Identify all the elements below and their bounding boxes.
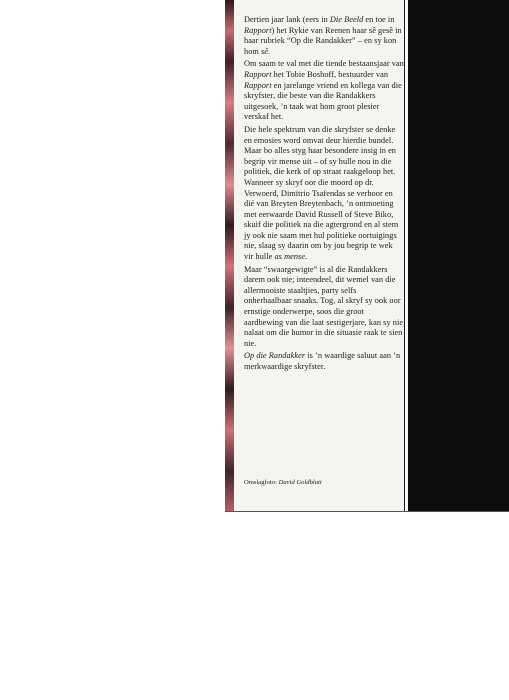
paragraph-text: het Tobie Boshoff, bestuurder van <box>271 69 389 79</box>
blurb-text <box>244 15 404 375</box>
jacket-edge-strip <box>225 0 234 512</box>
blurb-paragraph <box>244 59 404 123</box>
credit-label: Omslagfoto: <box>244 479 279 486</box>
paragraph-text: Om saam te val met die tiende bestaansjaar van <box>244 59 404 69</box>
paragraph-text: en jarelange vriend en kollega van die skryfster, die beste van die Randakkers uitgesoek, ’n taak wat hom groot plesier verskaf het. <box>244 80 402 122</box>
paragraph-text: Die hele spektrum van die skryfster se denke en emosies word omvat deur hierdie bundel. Maar bo alles styg haar besondere insig in en begrip vir mense uit – of sy hulle nou in die politiek, die kerk of op straat raakgeloop het. Wanneer sy skryf oor die moord op dr. Verwoerd, Dimitrio Tsafendas se verhoor en dié van Breyten Breytenbach, ’n ontmoeting met eerwaarde David Russell of Steve Biko, skuif die politiek na die agtergrond en al stem jy ook nie saam met hul politieke oortuigings nie, slaag sy daarin om by jou begrip te wek vir hulle <box>244 124 399 262</box>
italic-text: sê <box>261 46 269 56</box>
paragraph-text: is ’n waardige saluut aan ’n merkwaardige skryfster. <box>244 351 401 371</box>
paragraph-text: Maar “swaargewigte” is al die Randakkers darem ook nie; inteendeel, dit wemel van die allermooiste staaltjies, party selfs onherhaalbaar snaaks. Tog, al skryf sy ook oor ernstige onderwerpe, soos die groot aardbewing van die laat sestigerjare, kan sy nie nalaat om die humor in die situasie raak te sien nie. <box>244 264 404 348</box>
italic-text: as mense <box>274 252 306 262</box>
jacket-flap <box>408 0 509 512</box>
credit-name: David Goldblatt <box>278 479 322 486</box>
paragraph-text: Dertien jaar lank (eers in <box>244 15 330 24</box>
paragraph-text: . <box>268 46 271 56</box>
blurb-paragraph <box>244 125 404 263</box>
italic-text: Op die Randakker <box>244 351 306 361</box>
italic-text: Rapport <box>244 69 272 79</box>
jacket-bottom-edge <box>225 511 509 512</box>
blurb-paragraph <box>244 265 404 350</box>
paragraph-text: en toe in <box>363 15 395 24</box>
blurb-paragraph <box>244 351 404 372</box>
italic-text: Die Beeld <box>329 15 364 24</box>
paragraph-text: ) het Rykie van Reenen haar sê gesê in haar rubriek “Op die Randakker” – en sy kon hom <box>244 25 402 56</box>
cover-photo-credit <box>244 479 404 487</box>
italic-text: Rapport <box>244 80 272 90</box>
italic-text: Rapport <box>244 25 272 35</box>
blurb-paragraph <box>244 15 404 57</box>
paragraph-text: . <box>305 252 308 262</box>
